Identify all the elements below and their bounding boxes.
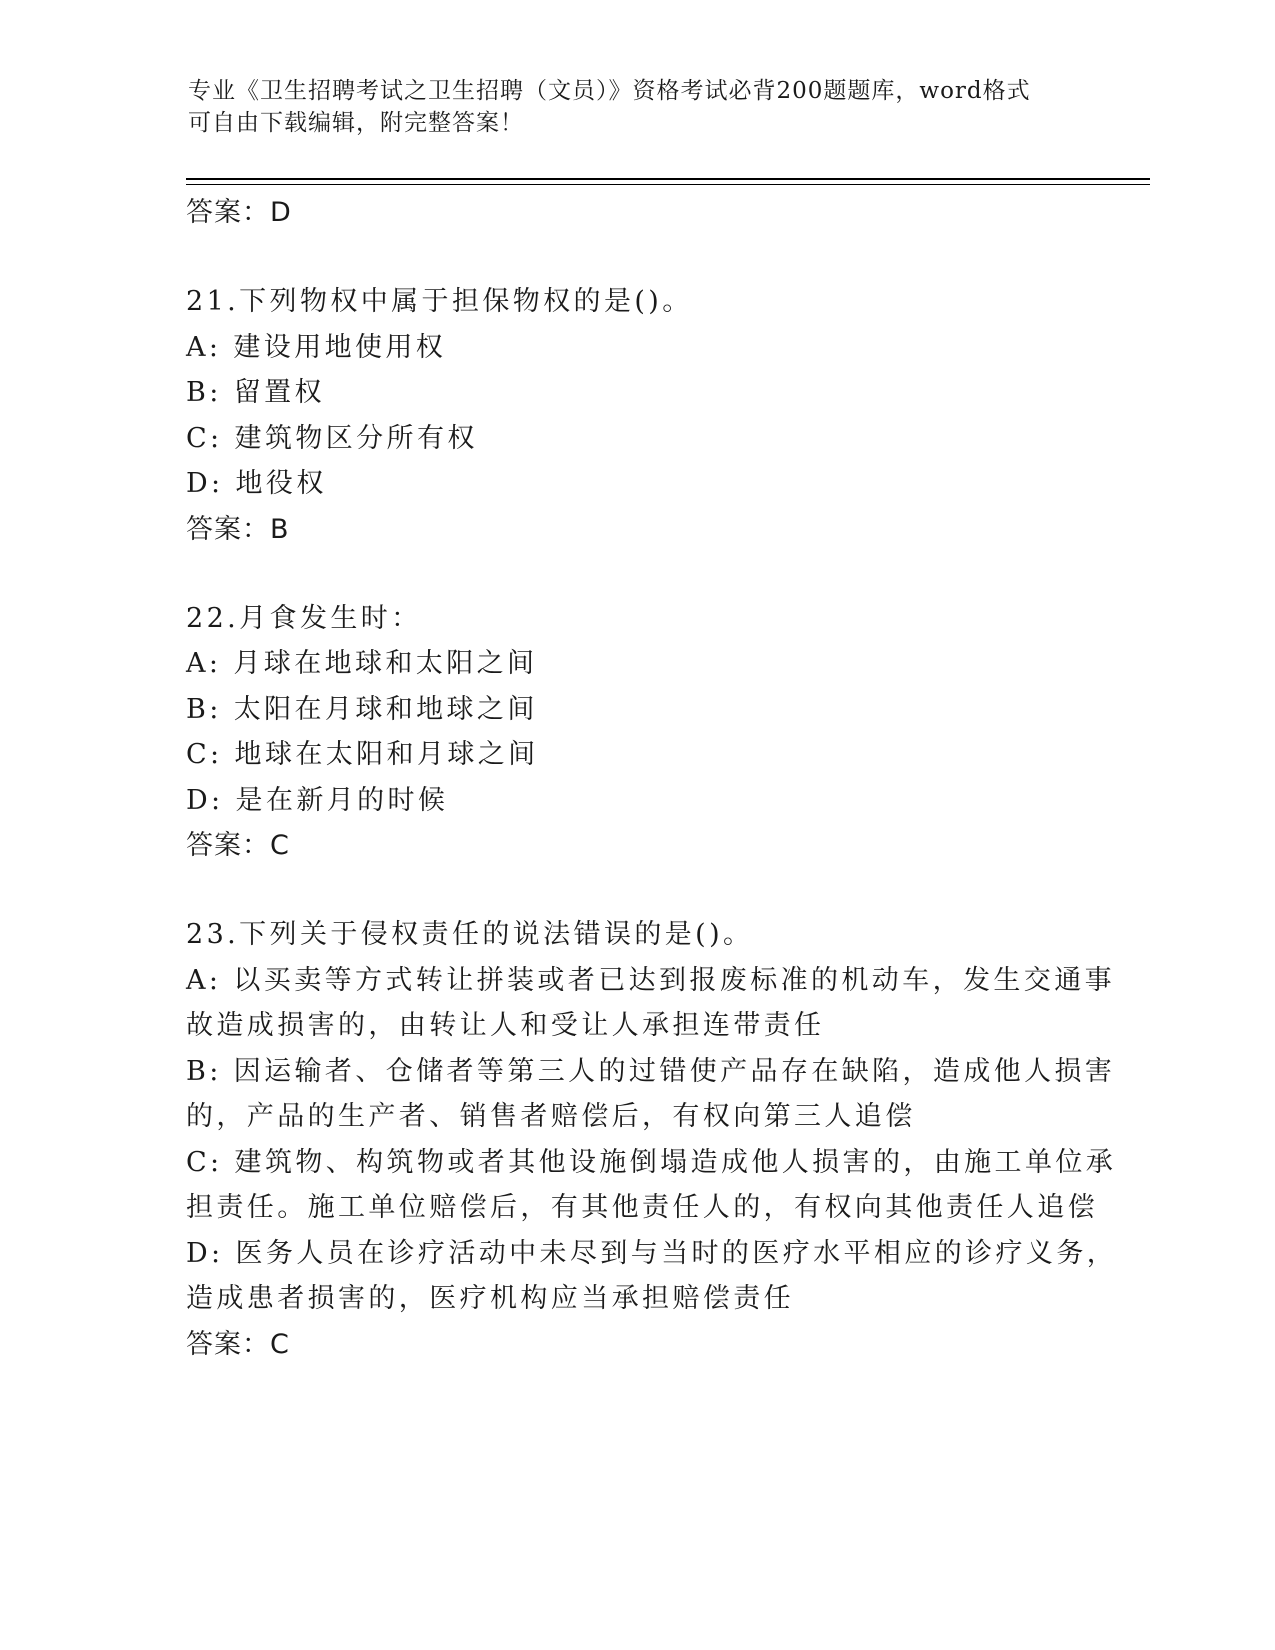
question-stem: 23.下列关于侵权责任的说法错误的是()。 <box>186 919 754 950</box>
header-divider-thick <box>186 178 1150 180</box>
option-text-line-2: 担责任。施工单位赔偿后，有其他责任人的，有权向其他责任人追偿 <box>186 1192 1098 1223</box>
answer-line: 答案：C <box>186 830 290 861</box>
option-b <box>186 1049 1116 1140</box>
option-text: 留置权 <box>233 377 325 408</box>
question-21 <box>186 279 1086 553</box>
option-letter: D: <box>186 468 224 499</box>
option-letter: C: <box>186 1146 223 1178</box>
option-text: 建设用地使用权 <box>233 331 447 363</box>
question-22 <box>186 596 1086 870</box>
header-line-2: 可自由下载编辑，附完整答案！ <box>188 110 524 136</box>
option-text: 是在新月的时候 <box>235 784 449 816</box>
option-letter: C: <box>186 739 223 770</box>
option-text-line-1: 医务人员在诊疗活动中未尽到与当时的医疗水平相应的诊疗义务， <box>235 1237 1118 1269</box>
option-letter: D: <box>186 784 224 816</box>
question-23 <box>186 912 1118 1368</box>
option-d <box>186 1231 1118 1322</box>
question-stem: 22.月食发生时： <box>186 602 422 634</box>
option-text-line-2: 的，产品的生产者、销售者赔偿后，有权向第三人追偿 <box>186 1101 916 1132</box>
option-letter: A: <box>186 964 222 996</box>
option-c <box>186 416 1086 462</box>
option-d <box>186 778 1086 824</box>
option-text-line-2: 故造成损害的，由转让人和受让人承担连带责任 <box>186 1010 825 1041</box>
option-text: 建筑物区分所有权 <box>234 422 478 454</box>
option-text-line-1: 因运输者、仓储者等第三人的过错使产品存在缺陷，造成他人损害 <box>233 1055 1116 1087</box>
option-letter: C: <box>186 422 223 454</box>
answer-line: 答案：D <box>186 197 292 228</box>
option-a <box>186 325 1086 371</box>
option-letter: B: <box>186 1055 222 1087</box>
option-letter: D: <box>186 1237 224 1269</box>
option-text: 月球在地球和太阳之间 <box>233 648 538 679</box>
option-text-line-1: 建筑物、构筑物或者其他设施倒塌造成他人损害的，由施工单位承 <box>234 1146 1117 1178</box>
header-line-1: 专业《卫生招聘考试之卫生招聘（文员）》资格考试必背200题题库，word格式 <box>188 78 1031 104</box>
option-d <box>186 461 1086 507</box>
option-text: 太阳在月球和地球之间 <box>233 693 538 725</box>
option-text-line-2: 造成患者损害的，医疗机构应当承担赔偿责任 <box>186 1283 794 1314</box>
option-a <box>186 641 1086 687</box>
option-b <box>186 687 1086 733</box>
option-text: 地球在太阳和月球之间 <box>234 739 539 770</box>
option-letter: A: <box>186 331 222 363</box>
option-b <box>186 370 1086 416</box>
option-c <box>186 1140 1117 1231</box>
option-letter: B: <box>186 693 222 725</box>
header-divider-thin <box>186 184 1150 185</box>
answer-line: 答案：B <box>186 513 290 545</box>
option-text: 地役权 <box>235 468 327 499</box>
option-letter: A: <box>186 648 222 679</box>
option-text-line-1: 以买卖等方式转让拼装或者已达到报废标准的机动车，发生交通事 <box>233 964 1115 996</box>
option-letter: B: <box>186 377 222 408</box>
document-header <box>188 75 1068 139</box>
option-a <box>186 958 1115 1049</box>
option-c <box>186 732 1086 778</box>
answer-line: 答案：C <box>186 1328 290 1360</box>
question-content <box>186 190 1118 1368</box>
question-stem: 21.下列物权中属于担保物权的是()。 <box>186 286 693 317</box>
